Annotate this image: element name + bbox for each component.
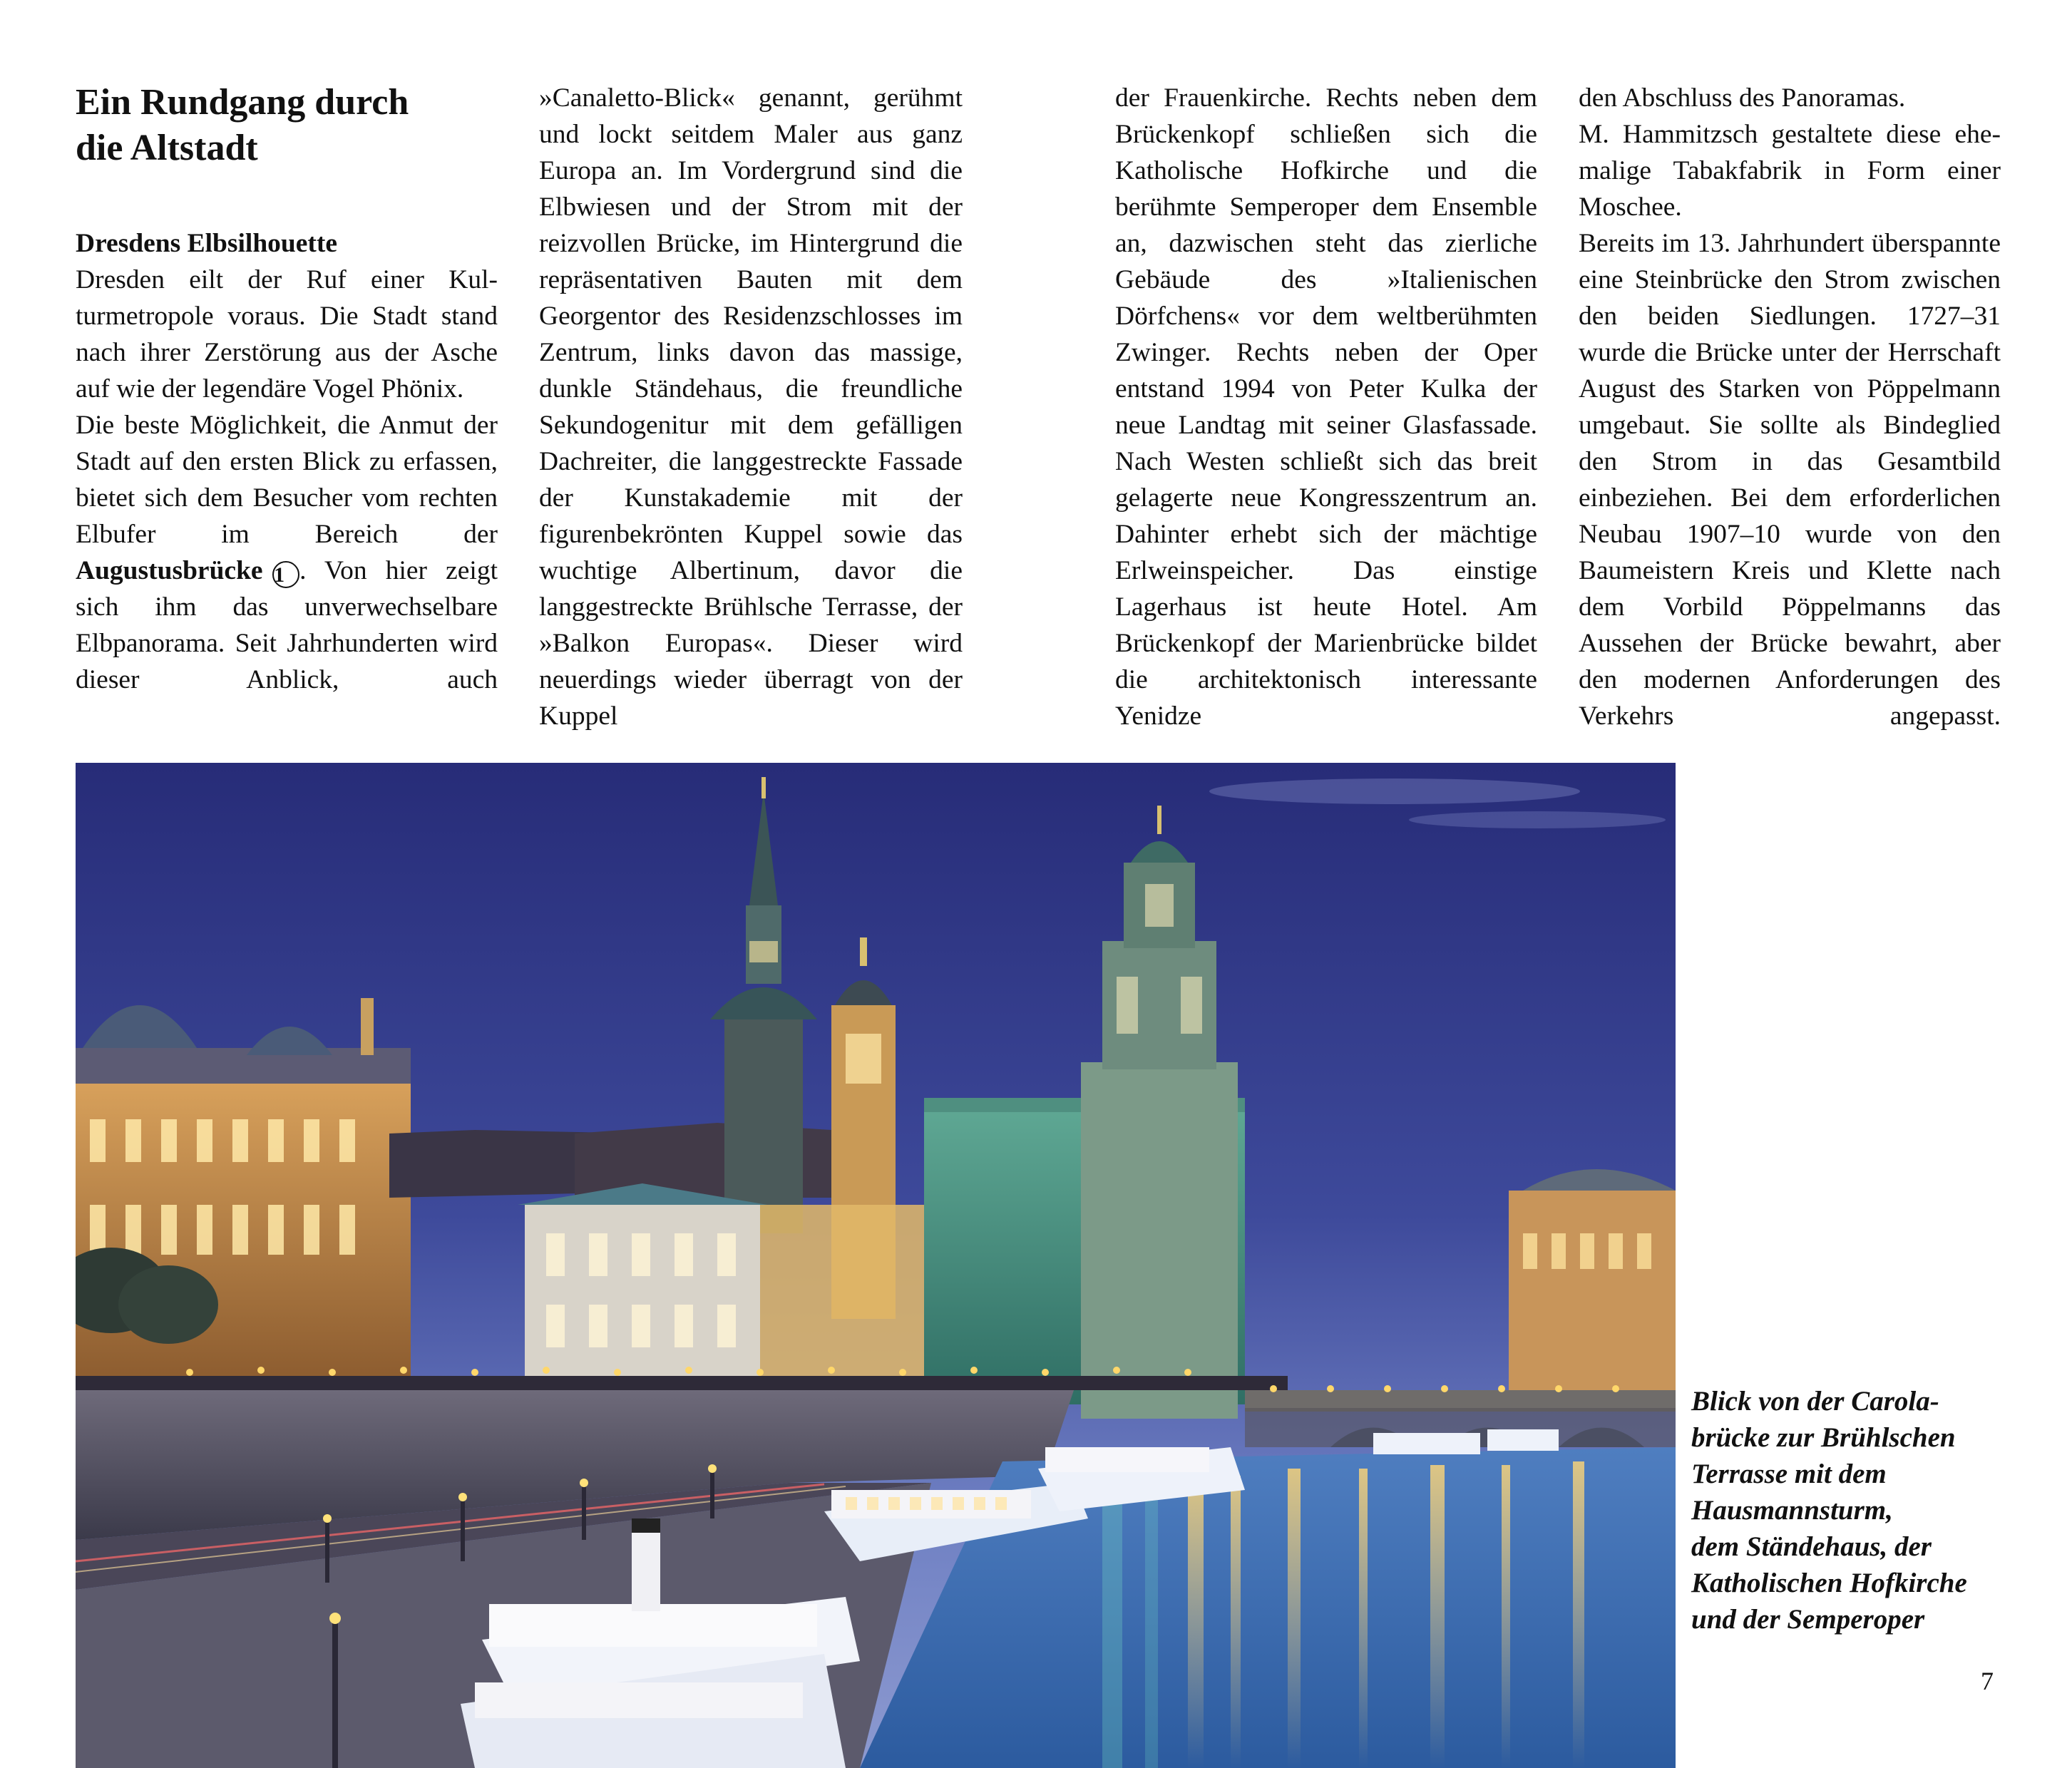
tree — [118, 1265, 218, 1344]
photo-illustration — [76, 763, 1676, 1768]
caption-line: brücke zur Brühlschen — [1691, 1422, 1956, 1453]
caption-line: und der Semperoper — [1691, 1604, 1925, 1635]
semperoper — [1509, 1169, 1676, 1390]
caption-line: Terrasse mit dem — [1691, 1459, 1887, 1489]
paragraph: Dresden eilt der Ruf einer Kulturmetropole voraus. Die Stadt stand nach ihrer Zerstörung aus der Asche auf wie der legendäre Vogel Phönix. — [76, 265, 498, 404]
dresden-skyline-photo — [76, 763, 1676, 1768]
terrace-edge — [76, 1376, 1288, 1390]
augustusbruecke-term: Augustusbrücke — [76, 556, 263, 585]
facade — [760, 1205, 924, 1390]
paragraph: »Canaletto-Blick« genannt, gerühmt und lockt seitdem Maler aus ganz Europa an. Im Vordergrund sind die Elbwiesen und der Strom mit der reizvollen Brücke, im Hintergrund die repräsentativen Bauten mit dem Georgentor des Residenzschlosses im Zentrum, links davon das massige, dunkle Ständehaus, die freundliche Sekundogenitur mit dem gefälligen Dachreiter, die langgestreckte Fassade der Kunstakademie mit der figurenbekrönten Kuppel sowie das wuchtige Albertinum, davor die langgestreckte Brühlsche Terrasse, der »Balkon Europas«. Dieser wird neuerdings wieder überragt von der Kuppel — [539, 83, 963, 731]
marker-badge: 1 — [272, 561, 299, 588]
paragraph: Bereits im 13. Jahrhundert überspannte eine Steinbrücke den Strom zwischen den beiden Siedlungen. 1727–31 wurde die Brücke unter der Herrschaft August des Starken von Pöppelmann umgebaut. Sie sollte als Bindeglied den Strom in das Gesamtbild einbeziehen. Bei dem erforderlichen Neubau 1907–10 wurde von den Baumeistern Kreis und Klette nach dem Vorbild Pöppelmanns das Aussehen der Brücke bewahrt, aber den modernen Anforderungen des Verkehrs angepasst. — [1579, 229, 2001, 731]
text-column-4 — [1579, 80, 2001, 734]
paragraph: der Frauenkirche. Rechts neben dem Brückenkopf schließen sich die Katholische Hofkirche und die berühmte Semperoper dem Ensemble an, dazwischen steht das zierliche Gebäude des »Italienischen Dörfchens« vor dem weltberühmten Zwinger. Rechts neben der Oper entstand 1994 von Peter Kulka der neue Landtag mit seiner Glasfassade. Nach Westen schließt sich das breit gelagerte neue Kongresszentrum an. Dahinter erhebt sich der mächtige Erlweinspeicher. Das einstige Lagerhaus ist heute Hotel. Am Brückenkopf der Marienbrücke bildet die architektonisch interessante Yenidze — [1115, 83, 1537, 731]
cloud — [1409, 811, 1666, 828]
subheading: Dresdens Elbsilhouette — [76, 229, 338, 258]
paragraph: Die beste Möglichkeit, die Anmut der Stadt auf den ersten Blick zu erfassen, bietet sich dem Besucher vom rechten Elbufer im Bereich der Augustusbrücke 1 . Von hier zeigt sich ihm das unverwechselbare Elbpanorama. Seit Jahrhunderten wird dieser Anblick, auch — [76, 411, 498, 694]
page-number: 7 — [1981, 1667, 1994, 1695]
small-ship — [1373, 1429, 1559, 1454]
photo-caption — [1691, 1383, 2062, 1638]
caption-line: dem Ständehaus, der — [1691, 1531, 1932, 1562]
text-column-2 — [539, 80, 963, 734]
article-title: Ein Rundgang durch die Altstadt — [76, 82, 409, 168]
cloud — [1209, 778, 1580, 804]
paragraph: den Abschluss des Panoramas. — [1579, 83, 1906, 113]
sekundogenitur — [518, 1183, 767, 1376]
paragraph: M. Hammitzsch gestaltete diese ehemalige Tabakfabrik in Form einer Moschee. — [1579, 120, 2001, 222]
caption-line: Blick von der Carola- — [1691, 1386, 1939, 1417]
text-column-3 — [1115, 80, 1537, 734]
caption-line: Hausmannsturm, — [1691, 1495, 1893, 1526]
caption-line: Katholischen Hofkirche — [1691, 1568, 1967, 1598]
text-column-1 — [76, 80, 498, 698]
